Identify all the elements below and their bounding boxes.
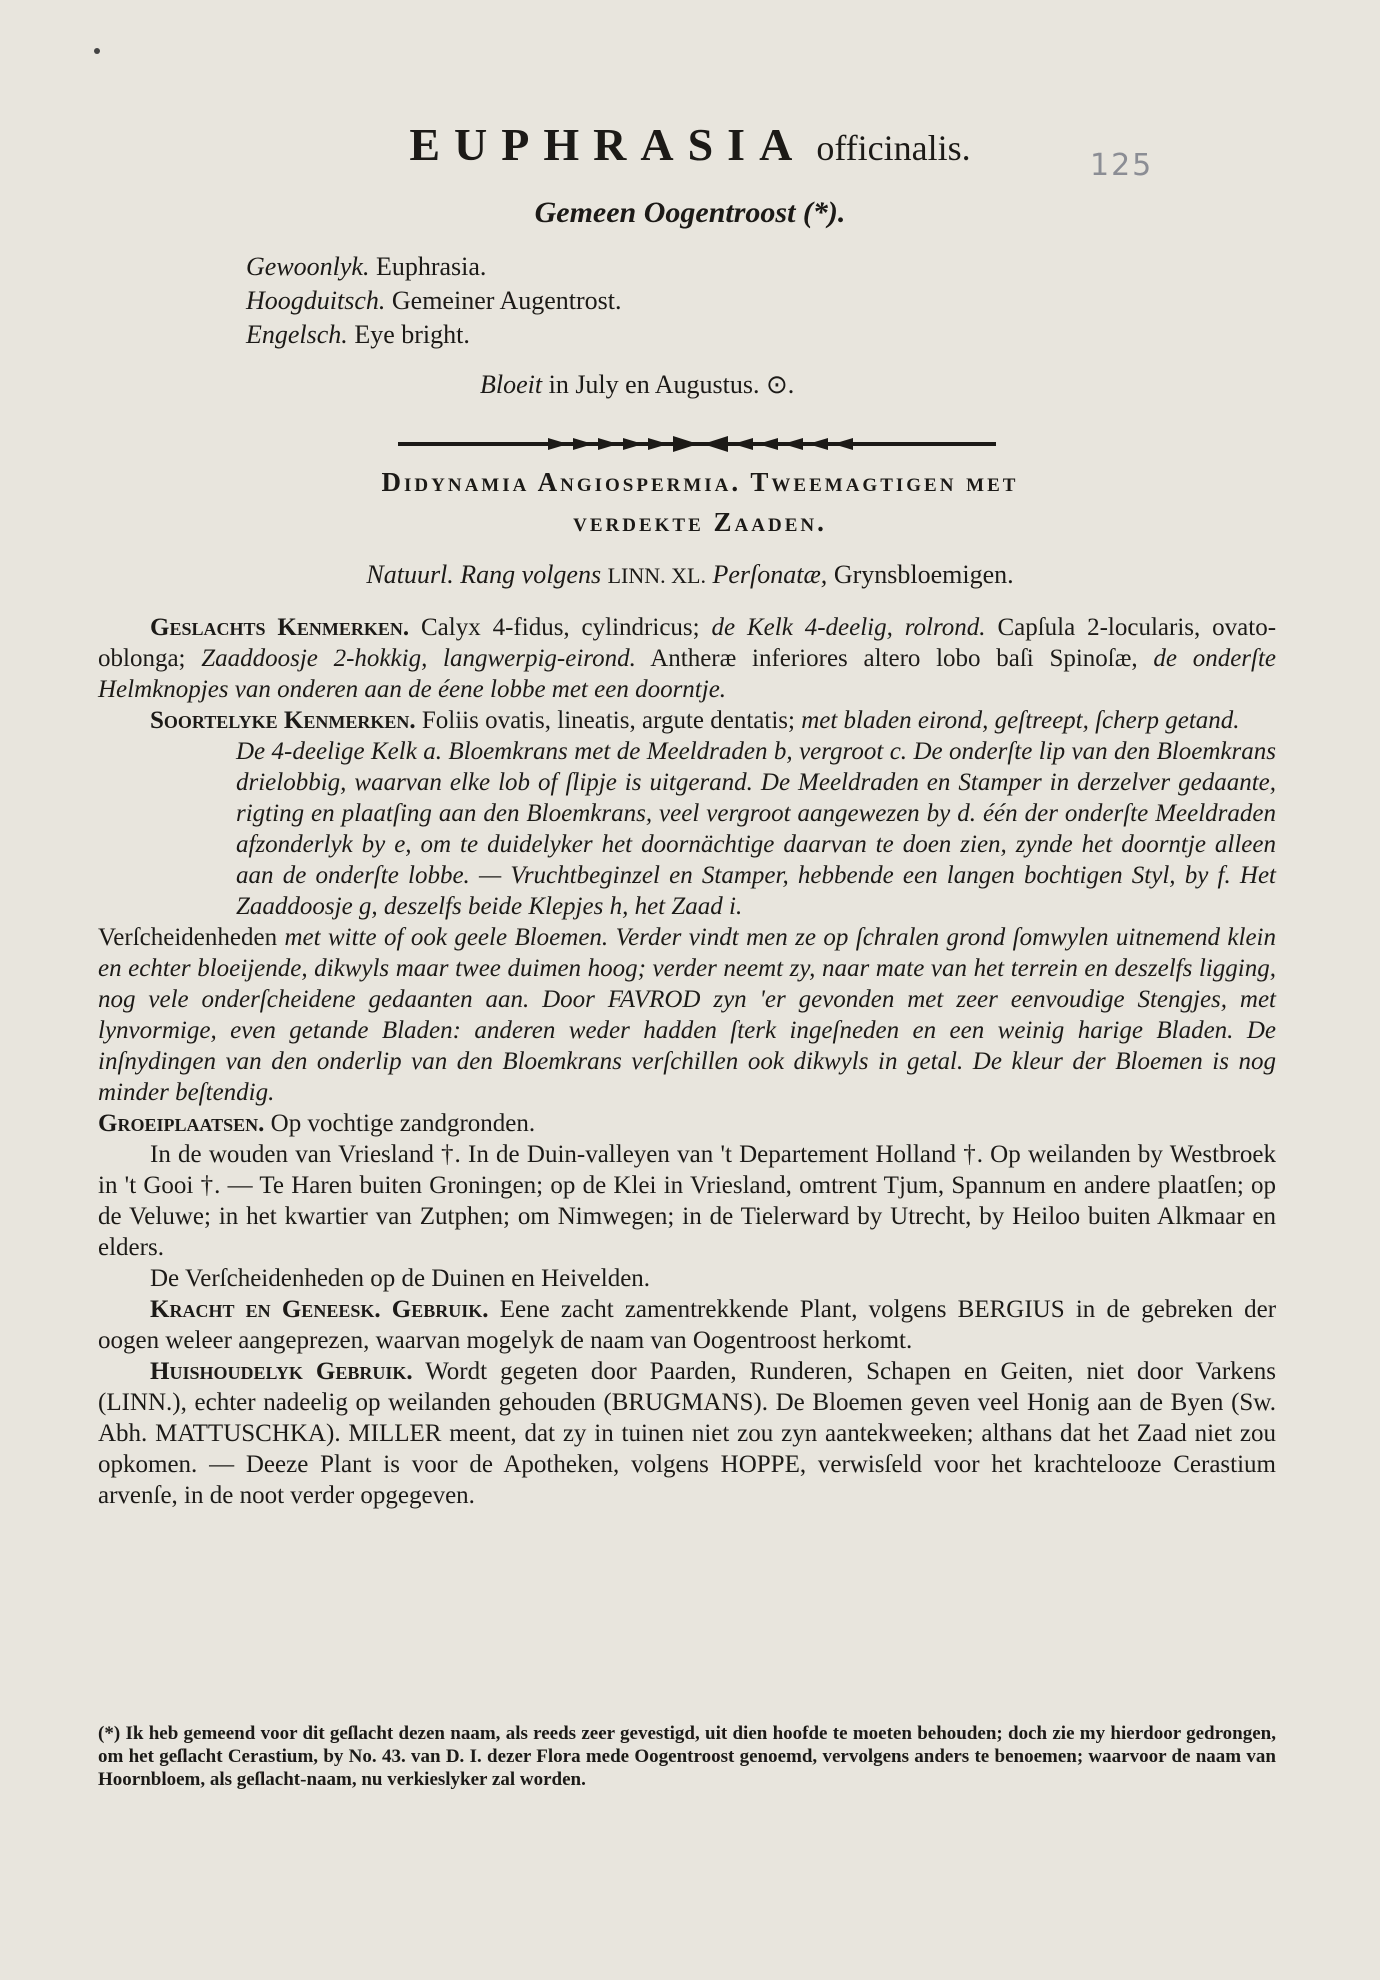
- latin-text: Foliis ovatis, lineatis, argute dentatis;: [421, 707, 795, 734]
- dutch-text: met bladen eirond, geſtreept, ſcherp getand.: [801, 707, 1240, 734]
- body-text: [98, 612, 1276, 1511]
- name-row: [246, 318, 622, 352]
- name-lang: Hoogduitsch.: [246, 286, 386, 315]
- varieties-head: Verſcheidenheden: [98, 924, 278, 951]
- page-title: [0, 118, 1380, 171]
- name-row: [246, 284, 622, 318]
- subtitle: Gemeen Oogentroost (*).: [534, 196, 846, 229]
- latin-text: Capſula 2-locularis, ovato-oblonga;: [98, 614, 1277, 672]
- varieties-text: met witte of ook geele Bloemen. Verder vindt men ze op ſchralen grond ſomwylen uitnemend klein en echter bloeijende, dikwyls maar twee duimen hoog; verder neemt zy, naar mate van het terrein en deszelfs ligging, nog vele onderſcheidene gedaanten aan. Door FAVROD zyn 'er gevonden met zeer eenvoudige Stengjes, met lynvormige, even getande Bladen: anderen weder hadden ſterk ingeſneden en een weinig harige Bladen. De inſnydingen van den onderlip van den Bloemkrans verſchillen ook dikwyls in getal. De kleur der Bloemen is nog minder beſtendig.: [98, 924, 1277, 1106]
- classification-line: verdekte Zaaden.: [573, 507, 827, 537]
- classification-line: Didynamia Angiospermia. Tweemagtigen met: [381, 467, 1019, 497]
- growth-text: Op vochtige zandgronden.: [270, 1110, 536, 1137]
- genus-characters: [98, 612, 1276, 705]
- bloom-line: [480, 370, 794, 400]
- locations: In de wouden van Vriesland †. In de Duin-valleyen van 't Departement Holland †. Op weilanden by Westbroek in 't Gooi †. — Te Haren buiten Groningen; op de Klei in Vriesland, omtrent Tjum, Spannum en andere plaatſen; op de Veluwe; in het kwartier van Zutphen; om Nimwegen; in de Tielerward by Utrecht, by Heiloo buiten Alkmaar en elders.: [98, 1141, 1276, 1261]
- varieties: [98, 922, 1276, 1108]
- domestic-text: Wordt gegeten door Paarden, Runderen, Schapen en Geiten, niet door Varkens (LINN.), echter nadeelig op weilanden gehouden (BRUGMANS). De Bloemen geven veel Honig aan de Byen (Sw. Abh. MATTUSCHKA). MILLER meent, dat zy in tuinen niet zou zyn aantekweeken; althans dat het Zaad niet zou opkomen. — Deeze Plant is voor de Apotheken, volgens HOPPE, verwisſeld voor het krachtelooze Cerastium arvenſe, in de noot verder opgegeven.: [98, 1358, 1276, 1509]
- pencil-page-number: 125: [1090, 148, 1154, 183]
- section-head: Groeiplaatsen.: [98, 1110, 265, 1137]
- common-names: [246, 250, 622, 352]
- growth-places: [98, 1108, 1276, 1139]
- domestic-use: [98, 1356, 1276, 1511]
- name-value: Eye bright.: [354, 320, 470, 349]
- section-head: Kracht en Geneesk. Gebruik.: [150, 1296, 489, 1323]
- rank-label: Natuurl. Rang volgens: [366, 560, 602, 589]
- name-row: [246, 250, 622, 284]
- dutch-text: de onderſte Helmknopjes van onderen aan de éene lobbe met een doorntje.: [98, 645, 1277, 703]
- rank-name: Perſonatæ,: [712, 560, 828, 589]
- latin-text: Antheræ inferiores altero lobo baſi Spinoſæ,: [650, 645, 1138, 672]
- dutch-text: de Kelk 4-deelig, rolrond.: [711, 614, 986, 641]
- name-value: Euphrasia.: [375, 252, 487, 281]
- title-genus: EUPHRASIA: [409, 119, 807, 170]
- dutch-text: Zaaddoosje 2-hokkig, langwerpig-eirond.: [201, 645, 636, 672]
- rank-linn: LINN. XL.: [607, 563, 706, 588]
- bloom-label: Bloeit: [480, 370, 543, 399]
- section-head: Soortelyke Kenmerken.: [150, 707, 416, 734]
- natural-rank: [0, 560, 1380, 590]
- medicinal-use: [98, 1294, 1276, 1356]
- name-lang: Gewoonlyk.: [246, 252, 370, 281]
- rank-rest: Grynsbloemigen.: [833, 560, 1014, 589]
- figure-description: De 4-deelige Kelk a. Bloemkrans met de Meeldraden b, vergroot c. De onderſte lip van den Bloemkrans drielobbig, waarvan elke lob of ſlipje is uitgerand. De Meeldraden en Stamper in derzelver gedaante, rigting en plaatſing aan den Bloemkrans, veel vergroot aangewezen by d. één der onderſte Meeldraden afzonderlyk by e, om te duidelyker het doornächtige daarvan te doen zien, zynde het doorntje alleen aan de onderſte lobbe. — Vruchtbeginzel en Stamper, hebbende een langen bochtigen Styl, by f. Het Zaaddoosje g, deszelfs beide Klepjes h, het Zaad i.: [236, 738, 1276, 920]
- latin-text: Calyx 4-fidus, cylindricus;: [420, 614, 700, 641]
- varieties-locations: De Verſcheidenheden op de Duinen en Heivelden.: [150, 1265, 651, 1292]
- section-head: Geslachts Kenmerken.: [150, 614, 410, 641]
- species-characters: [98, 705, 1276, 736]
- title-species: officinalis.: [816, 128, 971, 168]
- name-value: Gemeiner Augentrost.: [391, 286, 622, 315]
- name-lang: Engelsch.: [246, 320, 348, 349]
- medicinal-text: Eene zacht zamentrekkende Plant, volgens BERGIUS in de gebreken der oogen weleer aangeprezen, waarvan mogelyk de naam van Oogentroost herkomt.: [98, 1296, 1277, 1354]
- ornament-divider: [398, 434, 996, 454]
- section-head: Huishoudelyk Gebruik.: [150, 1358, 413, 1385]
- ink-spot: [94, 48, 100, 54]
- bloom-text: in July en Augustus. ⊙.: [548, 370, 795, 399]
- footnote: (*) Ik heb gemeend voor dit geſlacht dezen naam, als reeds zeer gevestigd, uit dien hoofde te moeten behouden; doch zie my hierdoor gedrongen, om het geſlacht Cerastium, by No. 43. van D. I. dezer Flora mede Oogentroost genoemd, vervolgens anders te benoemen; waarvoor de naam van Hoornbloem, als geſlacht-naam, nu verkieslyker zal worden.: [98, 1723, 1276, 1790]
- classification: [150, 462, 1250, 542]
